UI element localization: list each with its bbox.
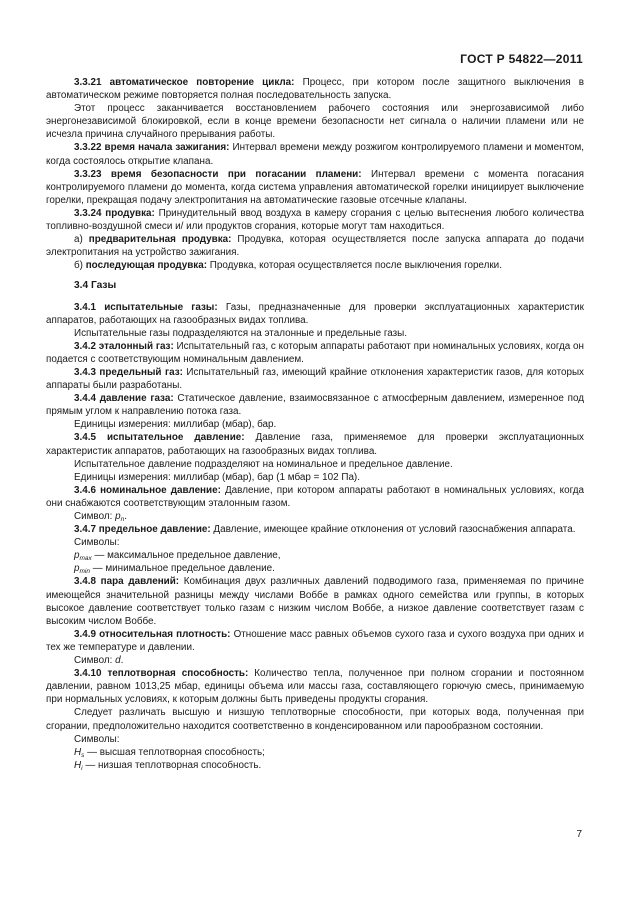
definition-text: Испытательный газ, с которым аппараты работают при номинальных условиях, когда он подается с соответствующим номинальным давлением.	[46, 340, 584, 365]
symbol-subscript: max	[79, 555, 92, 563]
term: 3.4.10 теплотворная способность:	[74, 668, 249, 680]
definition-3-4-2	[46, 340, 584, 366]
section-heading-3-4: 3.4 Газы	[74, 280, 117, 292]
definition-text: Испытательный газ, имеющий крайние отклонения характеристик газов, для которых аппараты были разработаны.	[46, 366, 584, 392]
term: 3.4.1 испытательные газы:	[74, 301, 218, 313]
definition-3-4-10	[46, 667, 584, 706]
symbol: d	[115, 655, 121, 667]
definition-text: Принудительный ввод воздуха в камеру сгорания с целью вытеснения любого количества топливно-воздушной смеси и/ или продуктов сгорания, которые могут там находиться.	[46, 207, 584, 233]
definition-text: Интервал времени с момента погасания контролируемого пламени до момента, когда система управления автоматической горелки инициирует выключение горелки, прекращая подачу электропитания на автоматические газовые отсечные клапаны.	[46, 168, 585, 206]
term: 3.4.9 относительная плотность:	[74, 628, 231, 640]
symbol-end: .	[120, 655, 124, 667]
definition-text: Интервал времени между розжигом контролируемого пламени и моментом, когда состоялось открытие клапана.	[46, 142, 584, 167]
definition-3-3-23	[46, 168, 584, 207]
definition-3-4-3	[46, 366, 584, 392]
definition-3-3-24	[46, 207, 584, 233]
definition-text: Комбинация двух различных давлений подводимого газа, применяемая по причине имеющейся значительной разницы между числами Воббе в рамках одного семейства или группы, в которых высокое давление соответствует только газам с низким числом Воббе, а низкое давление соответствует газам с высоким числом Воббе.	[46, 576, 584, 627]
term: предварительная продувка:	[88, 234, 232, 246]
symbol: p	[115, 511, 121, 522]
paragraph: Символы:	[74, 733, 120, 745]
symbol-label: Символ:	[74, 511, 116, 522]
page-number: 7	[576, 829, 582, 840]
symbol-line	[46, 510, 584, 523]
paragraph: Символы:	[74, 537, 120, 549]
symbol-line	[46, 759, 584, 772]
symbol-end: .	[124, 511, 127, 522]
symbol: p	[74, 550, 80, 562]
symbol-label: Символ:	[74, 655, 116, 667]
paragraph: Единицы измерения: миллибар (мбар), бар.	[74, 419, 277, 431]
symbol-subscript: min	[79, 568, 90, 576]
standard-header: ГОСТ Р 54822—2011	[460, 52, 583, 66]
term: 3.3.23 время безопасности при погасании пламени:	[74, 168, 362, 180]
definition-text: Давление, имеющее крайние отклонения от условий газоснабжения аппарата.	[210, 524, 576, 536]
term: 3.4.2 эталонный газ:	[74, 340, 174, 352]
term: 3.4.8 пара давлений:	[74, 576, 180, 588]
term: 3.4.3 предельный газ:	[74, 366, 183, 378]
definition-text: Статическое давление, взаимосвязанное с атмосферным давлением, измеренное под прямым углом к направлению потока газа.	[46, 393, 584, 418]
term: 3.3.24 продувка:	[74, 207, 155, 219]
list-item-b	[46, 259, 584, 272]
symbol-subscript: n	[120, 516, 125, 523]
definition-3-3-22	[46, 141, 584, 167]
paragraph: Этот процесс заканчивается восстановлением рабочего состояния или энергозависимой либо энергонезависимой блокировкой, если в конце времени безопасности нет сигнала о наличии пламени или не исчезла причина случайного прерывания работы.	[46, 103, 584, 141]
definition-3-4-6	[46, 484, 584, 510]
symbol-description: — минимальное предельное давление.	[89, 563, 275, 575]
term: 3.3.21 автоматическое повторение цикла:	[74, 77, 295, 88]
term: 3.4.5 испытательное давление:	[74, 432, 245, 444]
definition-text: Количество тепла, полученное при полном сгорании и постоянном давлении, равном 1013,25 мбар, единицы объема или массы газа, составляющего горючую смесь, принимаемую при нормальных условиях, к которым должны быть приведены продукты сгорания.	[46, 668, 584, 706]
list-item-a	[46, 233, 584, 259]
list-marker: б)	[74, 260, 86, 272]
document-body	[46, 76, 584, 772]
definition-3-4-4	[46, 392, 584, 418]
symbol-subscript: i	[81, 764, 83, 772]
definition-3-4-1	[46, 301, 584, 327]
definition-3-4-9	[46, 628, 584, 654]
paragraph: Следует различать высшую и низшую теплотворные способности, при которых вода, полученная при сгорании, предположительно находится соответственно в конденсированном или парообразном состоянии.	[46, 707, 584, 732]
symbol-description: — максимальное предельное давление,	[91, 550, 281, 562]
symbol: H	[74, 746, 82, 758]
definition-text: Давление газа, применяемое для проверки эксплуатационных характеристик аппаратов, работающих на газообразных видах топлива.	[46, 432, 584, 457]
definition-text: Процесс, при котором после защитного выключения в автоматическом режиме повторяется полная последовательность запуска.	[46, 77, 584, 102]
symbol-subscript: s	[81, 751, 85, 759]
symbol: H	[74, 759, 82, 771]
paragraph: Единицы измерения: миллибар (мбар), бар (1 мбар = 102 Па).	[74, 471, 360, 483]
term: 3.4.4 давление газа:	[74, 393, 174, 405]
definition-text: Давление, при котором аппараты работают в номинальных условиях, когда они снабжаются соответствующим эталонным газом.	[46, 484, 584, 509]
term: 3.3.22 время начала зажигания:	[74, 142, 230, 154]
definition-text: Продувка, которая осуществляется после запуска аппарата до подачи электропитания на устройство зажигания.	[46, 234, 584, 259]
definition-3-4-5	[46, 431, 584, 457]
paragraph: Испытательное давление подразделяют на номинальное и предельное давление.	[74, 458, 453, 470]
definition-3-4-8	[46, 575, 584, 627]
symbol-line	[46, 562, 584, 575]
paragraph: Испытательные газы подразделяются на эталонные и предельные газы.	[74, 327, 407, 339]
symbol-description: — низшая теплотворная способность.	[82, 759, 262, 771]
symbol-line	[46, 549, 584, 562]
symbol-description: — высшая теплотворная способность;	[84, 746, 265, 758]
definition-text: Газы, предназначенные для проверки эксплуатационных характеристик аппаратов, работающих на газообразных видах топлива.	[46, 301, 584, 326]
symbol-line	[46, 654, 584, 667]
list-marker: а)	[74, 234, 89, 246]
symbol: p	[74, 563, 80, 575]
term: 3.4.6 номинальное давление:	[74, 484, 221, 496]
definition-3-3-21	[46, 76, 584, 102]
term: последующая продувка:	[85, 260, 208, 272]
definition-3-4-7	[46, 523, 584, 536]
definition-text: Продувка, которая осуществляется после выключения горелки.	[207, 260, 502, 272]
symbol-line	[46, 746, 584, 759]
definition-text: Отношение масс равных объемов сухого газа и сухого воздуха при одних и тех же температуре и давлении.	[46, 628, 584, 653]
term: 3.4.7 предельное давление:	[74, 524, 211, 536]
